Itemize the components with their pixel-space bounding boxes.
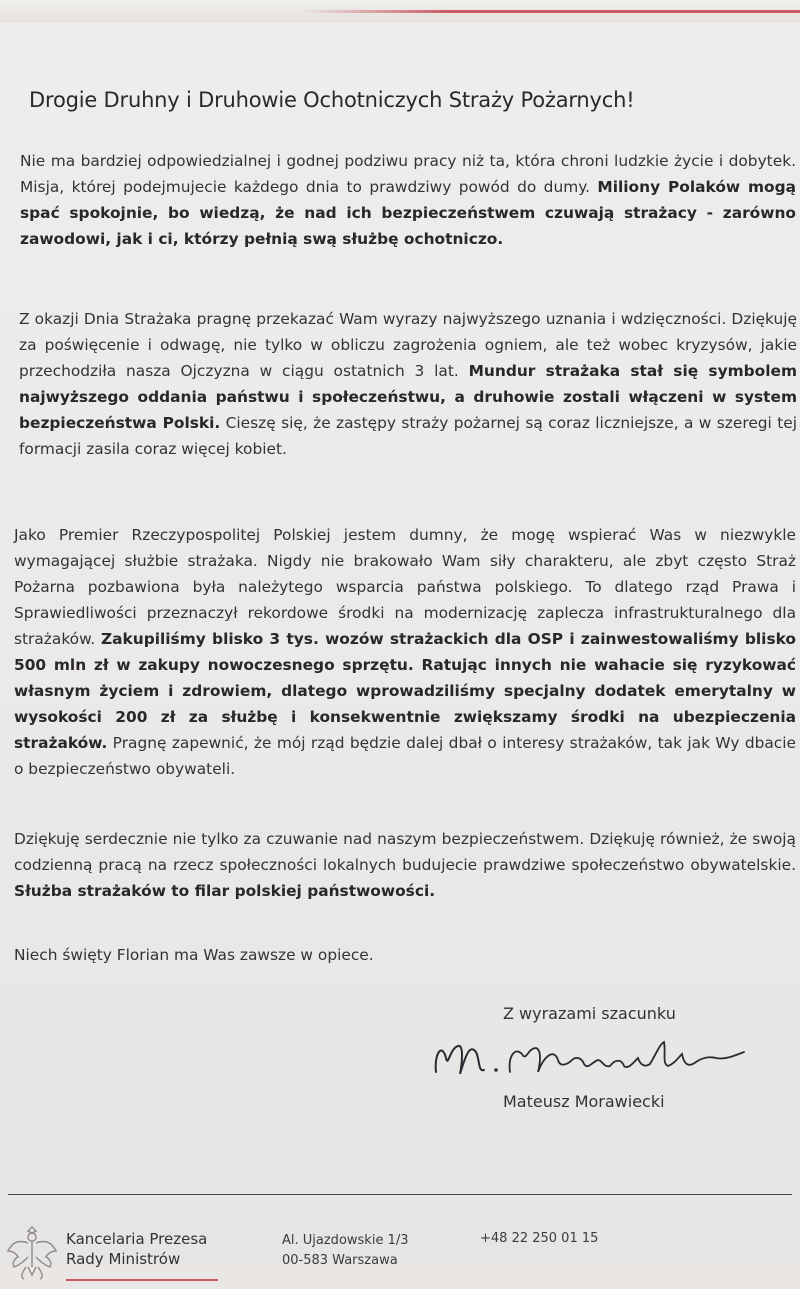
top-red-line <box>300 10 800 13</box>
address-line-1: Al. Ujazdowskie 1/3 <box>282 1233 409 1248</box>
address-block <box>282 1231 409 1271</box>
paragraph-3 <box>14 522 796 782</box>
bold-text-segment: Zakupiliśmy blisko 3 tys. wozów strażackich dla OSP i zainwestowaliśmy blisko 500 mln zł w zakupy nowoczesnego sprzętu. Ratując innych nie wahacie się ryzykować własnym życiem i zdrowiem, dlatego wprowadziliśmy specjalny dodatek emerytalny w wysokości 200 zł za służbę i konsekwentnie zwiększamy środki na ubezpieczenia strażaków. <box>14 630 796 752</box>
polish-eagle-emblem-icon <box>4 1221 60 1283</box>
text-segment: Cieszę się, że zastępy straży pożarnej są coraz liczniejsze, a w szeregi tej formacji zasila coraz więcej kobiet. <box>19 414 797 458</box>
org-red-underline <box>66 1279 218 1281</box>
org-line-1: Kancelaria Prezesa <box>66 1230 208 1248</box>
paragraph-5 <box>14 942 796 968</box>
bold-text-segment: Miliony Polaków mogą spać spokojnie, bo wiedzą, że nad ich bezpieczeństwem czuwają strażacy - zarówno zawodowi, jak i ci, którzy pełnią swą służbę ochotniczo. <box>20 178 796 248</box>
paragraph-4 <box>14 826 796 904</box>
bold-text-segment: Służba strażaków to filar polskiej państwowości. <box>14 882 436 900</box>
footer-divider <box>8 1194 792 1195</box>
paragraph-1 <box>20 148 796 252</box>
organization-name <box>66 1229 207 1269</box>
address-line-2: 00-583 Warszawa <box>282 1253 398 1268</box>
closing-phrase: Z wyrazami szacunku <box>503 1004 676 1023</box>
text-segment: Niech święty Florian ma Was zawsze w opiece. <box>14 946 374 964</box>
handwritten-signature <box>430 1034 760 1084</box>
top-edge <box>0 0 800 22</box>
text-segment: Dziękuję serdecznie nie tylko za czuwanie nad naszym bezpieczeństwem. Dziękuję również, że swoją codzienną pracą na rzecz społeczności lokalnych budujecie prawdziwe społeczeństwo obywatelskie. <box>14 830 796 874</box>
org-line-2: Rady Ministrów <box>66 1250 181 1268</box>
text-segment: Jako Premier Rzeczypospolitej Polskiej jestem dumny, że mogę wspierać Was w niezwykle wymagającej służbie strażaka. Nigdy nie brakowało Wam siły charakteru, ale zbyt często Straż Pożarna pozbawiona była należytego wsparcia państwa polskiego. To dlatego rząd Prawa i Sprawiedliwości przeznaczył rekordowe środki na modernizację zaplecza infrastrukturalnego dla strażaków. <box>14 526 796 648</box>
text-segment: Z okazji Dnia Strażaka pragnę przekazać Wam wyrazy najwyższego uznania i wdzięczności. Dziękuję za poświęcenie i odwagę, nie tylko w obliczu zagrożenia ogniem, ale też wobec kryzysów, jakie przechodziła nasza Ojczyzna w ciągu ostatnich 3 lat. <box>19 310 797 380</box>
bold-text-segment: Mundur strażaka stał się symbolem najwyższego oddania państwu i społeczeństwu, a druhowie zostali włączeni w system bezpieczeństwa Polski. <box>19 362 798 432</box>
text-segment: Pragnę zapewnić, że mój rząd będzie dalej dbał o interesy strażaków, tak jak Wy dbacie o bezpieczeństwo obywateli. <box>14 734 796 778</box>
phone-number: +48 22 250 01 15 <box>480 1231 599 1246</box>
paragraph-2 <box>19 306 797 462</box>
signer-name: Mateusz Morawiecki <box>503 1092 665 1111</box>
letter-footer <box>0 1217 800 1289</box>
letter-body <box>14 88 798 964</box>
greeting-heading: Drogie Druhny i Druhowie Ochotniczych Straży Pożarnych! <box>29 88 635 112</box>
letter-sheet <box>0 22 800 1267</box>
text-segment: Nie ma bardziej odpowiedzialnej i godnej podziwu pracy niż ta, która chroni ludzkie życie i dobytek. Misja, której podejmujecie każdego dnia to prawdziwy powód do dumy. <box>20 152 796 196</box>
